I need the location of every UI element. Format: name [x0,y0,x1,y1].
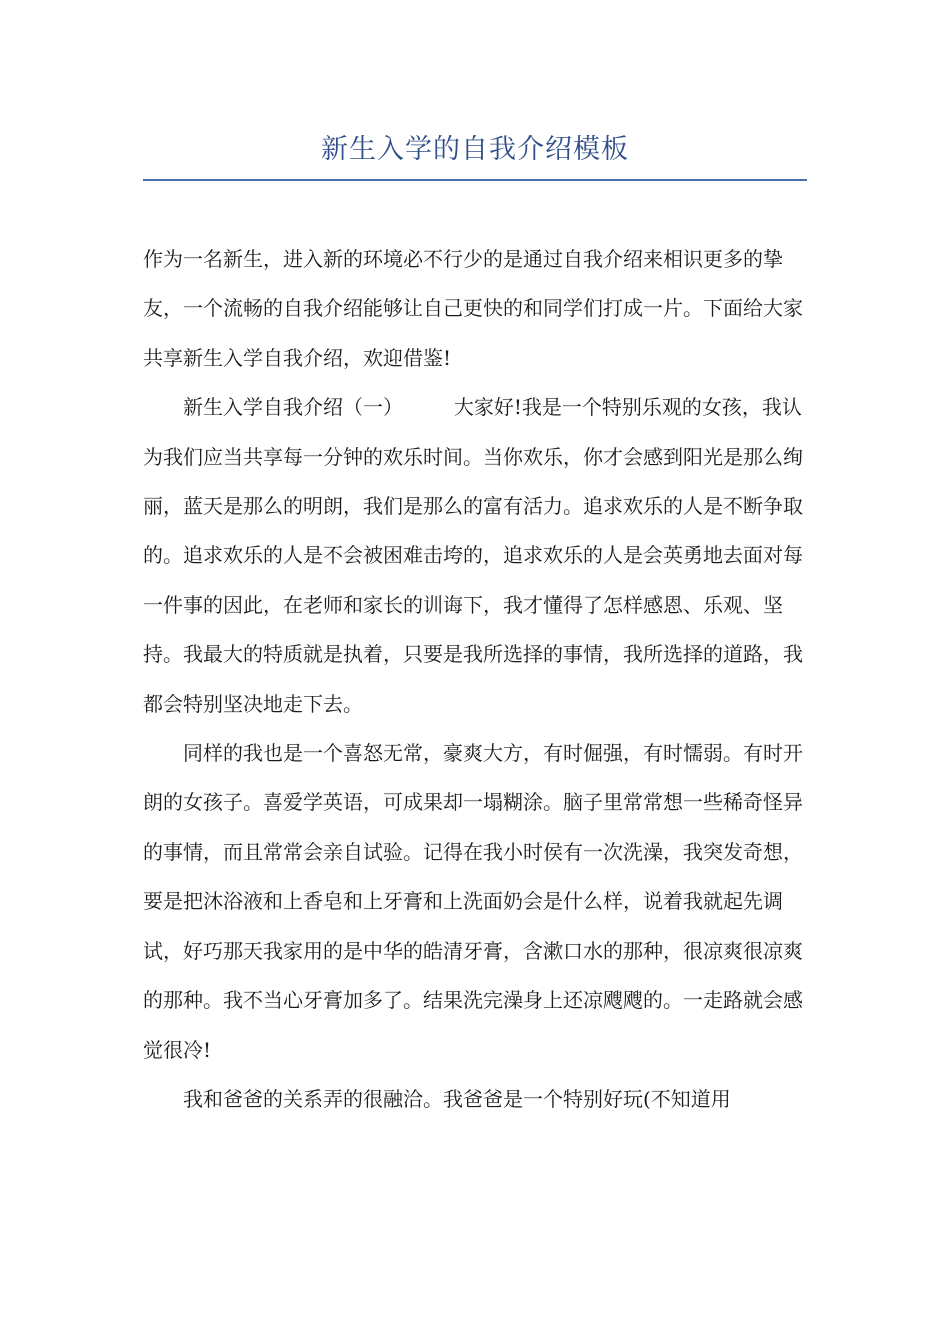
document-body [143,235,807,1124]
document-title: 新生入学的自我介绍模板 [321,134,629,165]
paragraph-self-intro-one: 新生入学自我介绍（一） 大家好!我是一个特别乐观的女孩，我认为我们应当共享每一分钟的欢乐时间。当你欢乐，你才会感到阳光是那么绚丽，蓝天是那么的明朗，我们是那么的富有活力。追求欢乐的人是不断争取的。追求欢乐的人是不会被困难击垮的，追求欢乐的人是会英勇地去面对每一件事的因此，在老师和家长的训诲下，我才懂得了怎样感恩、乐观、坚持。我最大的特质就是执着，只要是我所选择的事情，我所选择的道路，我都会特别坚决地走下去。 [143,395,803,716]
title-underline [143,179,807,181]
paragraph-intro: 作为一名新生，进入新的环境必不行少的是通过自我介绍来相识更多的挚友，一个流畅的自我介绍能够让自己更快的和同学们打成一片。下面给大家共享新生入学自我介绍，欢迎借鉴! [143,247,803,370]
paragraph-personality: 同样的我也是一个喜怒无常，豪爽大方，有时倔强，有时懦弱。有时开朗的女孩子。喜爱学英语，可成果却一塌糊涂。脑子里常常想一些稀奇怪异的事情，而且常常会亲自试验。记得在我小时侯有一次洗澡，我突发奇想，要是把沐浴液和上香皂和上牙膏和上洗面奶会是什么样，说着我就起先调试，好巧那天我家用的是中华的皓清牙膏，含漱口水的那种，很凉爽很凉爽的那种。我不当心牙膏加多了。结果洗完澡身上还凉飕飕的。一走路就会感觉很冷! [143,741,803,1062]
paragraph-father: 我和爸爸的关系弄的很融洽。我爸爸是一个特别好玩(不知道用 [183,1086,731,1111]
